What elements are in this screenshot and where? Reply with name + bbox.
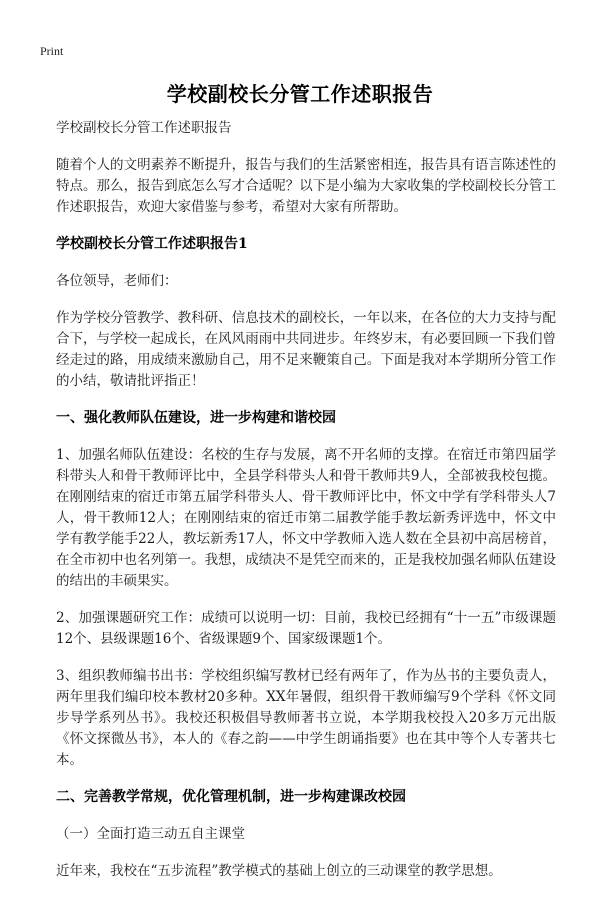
document-body <box>56 118 556 898</box>
section-1-paragraph-2: 2、加强课题研究工作：成绩可以说明一切：目前，我校已经拥有“十一五”市级课题12个、县级课题16个、省级课题9个、国家级课题1个。 <box>56 610 556 647</box>
page-title: 学校副校长分管工作述职报告 <box>166 82 434 106</box>
section-1-heading: 一、强化教师队伍建设，进一步构建和谐校园 <box>56 410 336 426</box>
greeting: 各位领导，老师们： <box>56 273 178 289</box>
section-2-subheading-1: （一）全面打造三动五自主课堂 <box>56 826 245 842</box>
report-heading: 学校副校长分管工作述职报告1 <box>56 236 248 252</box>
document-subtitle: 学校副校长分管工作述职报告 <box>56 120 232 136</box>
section-1-paragraph-3: 3、组织教师编书出书：学校组织编写教材已经有两年了，作为丛书的主要负责人，两年里我们编印校本教材20多种。XX年暑假，组织骨干教师编写9个学科《怀文同步导学系列丛书》。我校还积极倡导教师著书立说，本学期我校投入20多万元出版《怀文探微丛书》，本人的《春之韵——中学生朗诵指要》也在其中等个人专著共七本。 <box>56 668 556 768</box>
section-2-heading: 二、完善教学常规，优化管理机制，进一步构建课改校园 <box>56 789 406 805</box>
section-1-paragraph-1: 1、加强名师队伍建设：名校的生存与发展，离不开名师的支撑。在宿迁市第四届学科带头人和骨干教师评比中，全县学科带头人和骨干教师共9人，全部被我校包揽。在刚刚结束的宿迁市第五届学科带头人、骨干教师评比中，怀文中学有学科带头人7人，骨干教师12人；在刚刚结束的宿迁市第二届教学能手教坛新秀评选中，怀文中学有教学能手22人，教坛新秀17人，怀文中学教师入选人数在全县初中高居榜首，在全市初中也名列第一。我想，成绩决不是凭空而来的，正是我校加强名师队伍建设的结出的丰硕果实。 <box>56 447 556 589</box>
section-2-paragraph-1: 近年来，我校在“五步流程”教学模式的基础上创立的三动课堂的教学思想。 <box>56 863 502 879</box>
print-label[interactable]: Print <box>40 44 64 58</box>
opening-paragraph: 作为学校分管教学、教科研、信息技术的副校长，一年以来，在各位的大力支持与配合下，与学校一起成长，在风风雨雨中共同进步。年终岁末，有必要回顾一下我们曾经走过的路，用成绩来激励自己，用不足来鞭策自己。下面是我对本学期所分管工作的小结，敬请批评指正！ <box>56 310 556 389</box>
intro-paragraph: 随着个人的文明素养不断提升，报告与我们的生活紧密相连，报告具有语言陈述性的特点。那么，报告到底怎么写才合适呢？以下是小编为大家收集的学校副校长分管工作述职报告，欢迎大家借鉴与参考，希望对大家有所帮助。 <box>56 157 556 215</box>
